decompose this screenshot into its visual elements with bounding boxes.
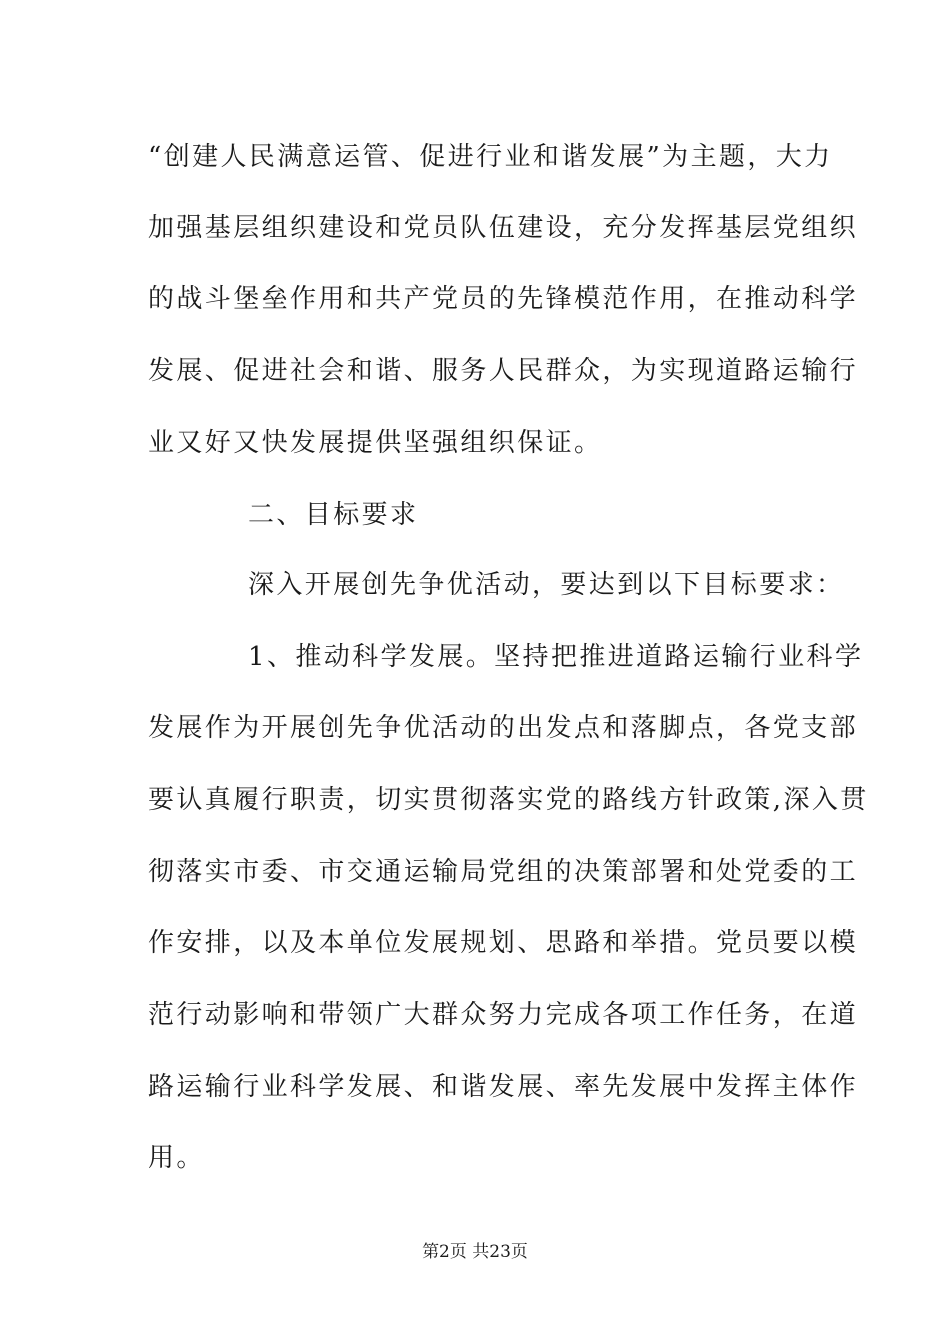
text-line: 要认真履行职责，切实贯彻落实党的路线方针政策,深入贯 [148, 785, 869, 815]
section-heading: 二、目标要求 [248, 500, 419, 530]
text-line: 加强基层组织建设和党员队伍建设，充分发挥基层党组织 [148, 213, 859, 243]
text-line: 的战斗堡垒作用和共产党员的先锋模范作用，在推动科学 [148, 284, 859, 314]
text-line: 深入开展创先争优活动，要达到以下目标要求： [248, 570, 845, 600]
text-line: “创建人民满意运管、促进行业和谐发展”为主题，大力 [148, 142, 833, 172]
text-line: 发展、促进社会和谐、服务人民群众，为实现道路运输行 [148, 356, 859, 386]
text-line: 1、推动科学发展。坚持把推进道路运输行业科学 [248, 642, 864, 672]
text-line: 业又好又快发展提供坚强组织保证。 [148, 428, 603, 458]
text-line: 作安排，以及本单位发展规划、思路和举措。党员要以模 [148, 928, 859, 958]
text-line: 发展作为开展创先争优活动的出发点和落脚点，各党支部 [148, 713, 859, 743]
text-line: 彻落实市委、市交通运输局党组的决策部署和处党委的工 [148, 857, 859, 887]
text-line: 用。 [148, 1143, 205, 1173]
page-number-footer: 第2页 共23页 [422, 1242, 528, 1262]
text-line: 范行动影响和带领广大群众努力完成各项工作任务，在道 [148, 1000, 859, 1030]
text-line: 路运输行业科学发展、和谐发展、率先发展中发挥主体作 [148, 1072, 859, 1102]
